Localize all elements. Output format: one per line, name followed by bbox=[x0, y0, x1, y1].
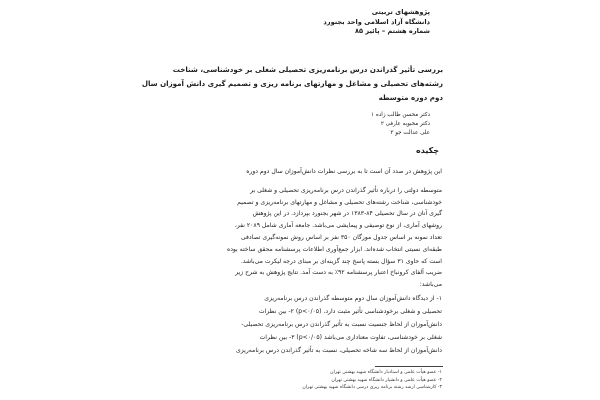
abstract-body bbox=[180, 166, 442, 291]
results-line: دانش‌آموزان از لحاظ جنسیت نسبت به تأثیر گذراندن درس برنامه‌ریزی تحصیلی- bbox=[241, 321, 442, 328]
abstract-line: ضریب آلفای کرونباخ اعتبار پرسشنامه ۹۲٪ به دست آمد. نتایج پژوهش به شرح زیر bbox=[235, 269, 442, 277]
abstract-line: متوسطه دولتی را درباره تأثیر گذراندن درس برنامه‌ریزی تحصیلی و شغلی بر bbox=[250, 186, 442, 194]
abstract-line: این پژوهش در صدد آن است تا به بررسی نظرات دانش‌آموزان سال دوم دوره bbox=[246, 168, 442, 175]
author-name: دکتر محسن طالب زاده ۱ bbox=[371, 112, 430, 118]
article-title bbox=[141, 63, 443, 105]
title-line: رشته‌های تحصیلی و مشاغل و مهارتهای برنامه ریزی و تصمیم گیری دانش آموزان سال bbox=[141, 79, 443, 88]
journal-header bbox=[270, 8, 430, 37]
abstract-line: خودشناسی، شناخت رشته‌های تحصیلی و مشاغل و مهارتهای برنامه‌ریزی و تصمیم bbox=[237, 198, 442, 206]
results-line: تحصیلی و شغلی برخودشناسی تأثیر مثبت دارد. (p<۰/۰۵) ۲- بین نظرات bbox=[258, 308, 442, 315]
author-name: علی عدالت جو ۳ bbox=[390, 130, 430, 136]
abstract-line: گیری آنان در سال تحصیلی ۸۴-۱۳۸۳ در شهر بجنورد بپردازد. در این پژوهش bbox=[252, 210, 442, 218]
abstract-line: طبقه‌ای نسبتی انتخاب شده‌اند. ابزار جمع‌آوری اطلاعات پرسشنامه محقق ساخته بوده bbox=[227, 245, 442, 253]
footnote: ۱- عضو هیأت علمی و استادیار دانشگاه شهید بهشتی تهران bbox=[330, 370, 442, 375]
journal-name: پژوهشهای تربیتی bbox=[371, 8, 430, 16]
results-line: شغلی بر خودشناسی، تفاوت معناداری می‌باشد (p<۰/۰۵) ۳- بین نظرات bbox=[259, 334, 442, 341]
journal-issue: شماره هشتم – پائیز ۸۵ bbox=[355, 27, 430, 35]
footnote: ۲- عضو هیأت علمی و دانشیار دانشگاه شهید بهشتی تهران bbox=[331, 377, 442, 383]
results-list bbox=[180, 292, 442, 357]
results-line: دانش‌آموزان از لحاظ سه شاخه تحصیلی، نسبت به تأثیر گذراندن درس برنامه‌ریزی bbox=[236, 347, 442, 354]
title-line: بررسی تأثیر گذراندن درس برنامه‌ریزی تحصیلی شغلی بر خودشناسی، شناخت bbox=[172, 65, 443, 74]
footnote-divider bbox=[375, 366, 443, 367]
abstract-line: تعداد نمونه بر اساس جدول مورگان ۳۵۰ نفر بر اساس روش نمونه‌گیری تصادفی bbox=[240, 233, 442, 241]
results-line: ۱- از دیدگاه دانش‌آموزان سال دوم متوسطه گذراندن درس برنامه‌ریزی bbox=[264, 295, 442, 302]
author-name: دکتر محبوبه عارفی ۲ bbox=[380, 121, 430, 127]
author-list bbox=[330, 111, 430, 138]
abstract-line: روشهای آماری، از نوع توصیفی و پیمایشی می‌باشد. جامعه آماری شامل ۲۰۸۹ نفر، bbox=[234, 222, 442, 230]
journal-university: دانشگاه آزاد اسلامی واحد بجنورد bbox=[323, 17, 430, 26]
abstract-line: می‌باشد: bbox=[419, 281, 442, 289]
abstract-heading: چکیده bbox=[415, 146, 439, 155]
abstract-line: است که حاوی ۳۱ سؤال بسته پاسخ چند گزینه‌ای بر مبنای درجه لیکرت می‌باشد. bbox=[240, 257, 442, 265]
footnote: ۳- کارشناسی ارشد رشته برنامه ریزی درسی دانشگاه شهید بهشتی تهران bbox=[302, 385, 442, 391]
title-line: دوم دوره متوسطه bbox=[378, 93, 443, 102]
footnotes bbox=[242, 369, 442, 392]
